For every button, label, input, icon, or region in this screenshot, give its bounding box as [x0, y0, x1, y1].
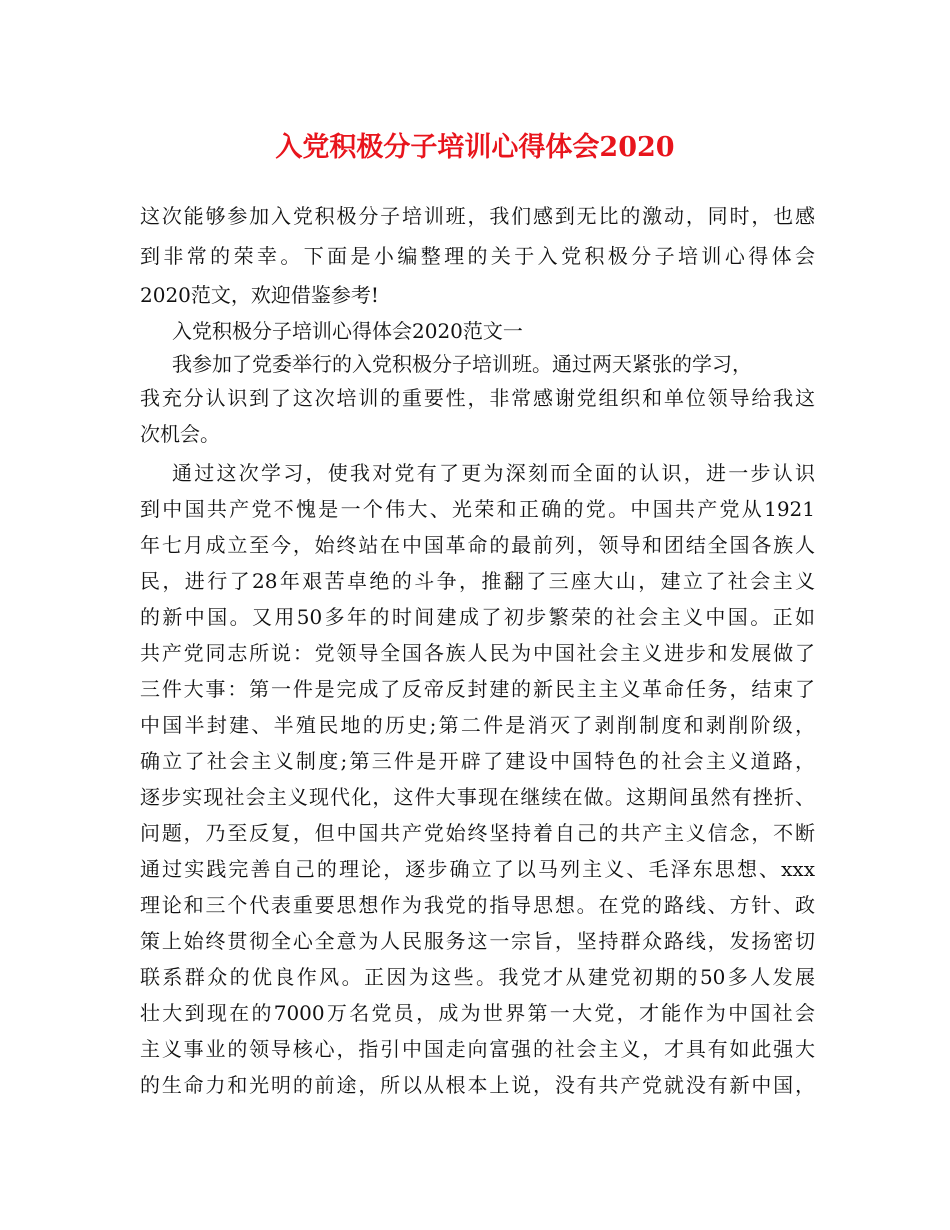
- text-line: 的新中国。又用50多年的时间建成了初步繁荣的社会主义中国。正如: [140, 605, 815, 629]
- text-line: 次机会。: [140, 422, 220, 446]
- text-line: 民，进行了28年艰苦卓绝的斗争，推翻了三座大山，建立了社会主义: [140, 569, 815, 593]
- text-line: 这次能够参加入党积极分子培训班，我们感到无比的激动，同时，也感: [140, 204, 815, 228]
- text-line: 到非常的荣幸。下面是小编整理的关于入党积极分子培训心得体会: [140, 244, 815, 268]
- text-line: 问题，乃至反复，但中国共产党始终坚持着自己的共产主义信念，不断: [140, 821, 815, 845]
- section-heading: 入党积极分子培训心得体会2020范文一: [172, 319, 523, 343]
- text-line: 通过这次学习，使我对党有了更为深刻而全面的认识，进一步认识: [172, 461, 815, 485]
- text-line: 策上始终贯彻全心全意为人民服务这一宗旨，坚持群众路线，发扬密切: [140, 929, 815, 953]
- text-line: 2020范文，欢迎借鉴参考!: [140, 283, 379, 307]
- text-line: 我参加了党委举行的入党积极分子培训班。通过两天紧张的学习，: [172, 352, 752, 376]
- text-line: 的生命力和光明的前途，所以从根本上说，没有共产党就没有新中国，: [140, 1073, 815, 1097]
- text-line: 到中国共产党不愧是一个伟大、光荣和正确的党。中国共产党从1921: [140, 497, 815, 521]
- text-line: 主义事业的领导核心，指引中国走向富强的社会主义，才具有如此强大: [140, 1037, 815, 1061]
- text-line: 逐步实现社会主义现代化，这件大事现在继续在做。这期间虽然有挫折、: [140, 785, 815, 809]
- text-line: 我充分认识到了这次培训的重要性，非常感谢党组织和单位领导给我这: [140, 386, 815, 410]
- text-line: 共产党同志所说：党领导全国各族人民为中国社会主义进步和发展做了: [140, 641, 815, 665]
- text-line: 确立了社会主义制度;第三件是开辟了建设中国特色的社会主义道路，: [140, 749, 815, 773]
- text-line: 理论和三个代表重要思想作为我党的指导思想。在党的路线、方针、政: [140, 893, 815, 917]
- text-line: 联系群众的优良作风。正因为这些。我党才从建党初期的50多人发展: [140, 965, 815, 989]
- text-line: 通过实践完善自己的理论，逐步确立了以马列主义、毛泽东思想、xxx: [140, 857, 815, 881]
- document-title: 入党积极分子培训心得体会2020: [275, 132, 675, 163]
- text-line: 年七月成立至今，始终站在中国革命的最前列，领导和团结全国各族人: [140, 533, 815, 557]
- text-line: 壮大到现在的7000万名党员，成为世界第一大党，才能作为中国社会: [140, 1001, 815, 1025]
- text-line: 中国半封建、半殖民地的历史;第二件是消灭了剥削制度和剥削阶级，: [140, 713, 815, 737]
- text-line: 三件大事：第一件是完成了反帝反封建的新民主主义革命任务，结束了: [140, 677, 815, 701]
